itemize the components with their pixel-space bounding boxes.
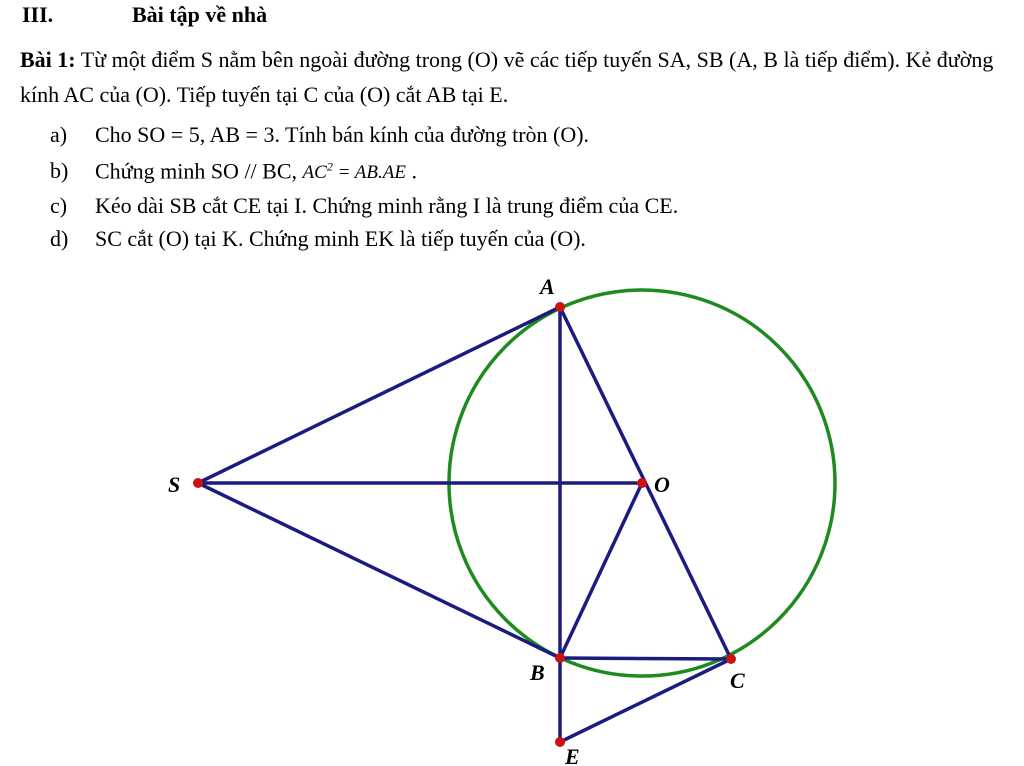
point-a: [555, 302, 565, 312]
task-suffix: .: [405, 158, 417, 184]
task-marker: c): [50, 193, 68, 219]
section-title: Bài tập về nhà: [132, 2, 268, 27]
label-o: O: [654, 472, 670, 497]
task-marker: a): [50, 122, 68, 147]
problem-text: Từ một điểm S nằm bên ngoài đường trong (O) vẽ các tiếp tuyến SA, SB (A, B là tiếp điểm). Kẻ đường kính AC của (O). Tiếp tuyến tại C của (O) cắt AB tại E.: [20, 47, 994, 107]
task-marker: d): [50, 226, 69, 252]
label-e: E: [565, 744, 580, 766]
segment-bc: [560, 658, 731, 659]
problem-label: Bài 1:: [20, 47, 76, 72]
segment-bo: [560, 483, 642, 658]
point-s: [193, 478, 203, 488]
label-c: C: [730, 668, 745, 693]
point-o: [637, 478, 647, 488]
section-number: III.: [22, 2, 54, 27]
formula-exponent: 2: [326, 160, 333, 174]
label-b: B: [530, 660, 545, 685]
task-text: Chứng minh SO // BC,: [95, 158, 298, 184]
point-b: [555, 653, 565, 663]
point-c: [726, 654, 736, 664]
task-text: Cho SO = 5, AB = 3. Tính bán kính của đường tròn (O).: [95, 122, 590, 147]
segment-sb: [198, 483, 560, 658]
formula-base: AC: [302, 162, 327, 184]
segment-sa: [198, 307, 560, 483]
task-text: SC cắt (O) tại K. Chứng minh EK là tiếp tuyến của (O).: [95, 226, 586, 252]
segment-ec: [560, 659, 731, 742]
label-s: S: [168, 472, 181, 497]
task-marker: b): [50, 158, 69, 184]
label-a: A: [540, 274, 555, 299]
formula-rest: = AB.AE: [332, 162, 406, 184]
point-e: [555, 737, 565, 747]
task-text: Kéo dài SB cắt CE tại I. Chứng minh rằng I là trung điểm của CE.: [95, 193, 679, 219]
